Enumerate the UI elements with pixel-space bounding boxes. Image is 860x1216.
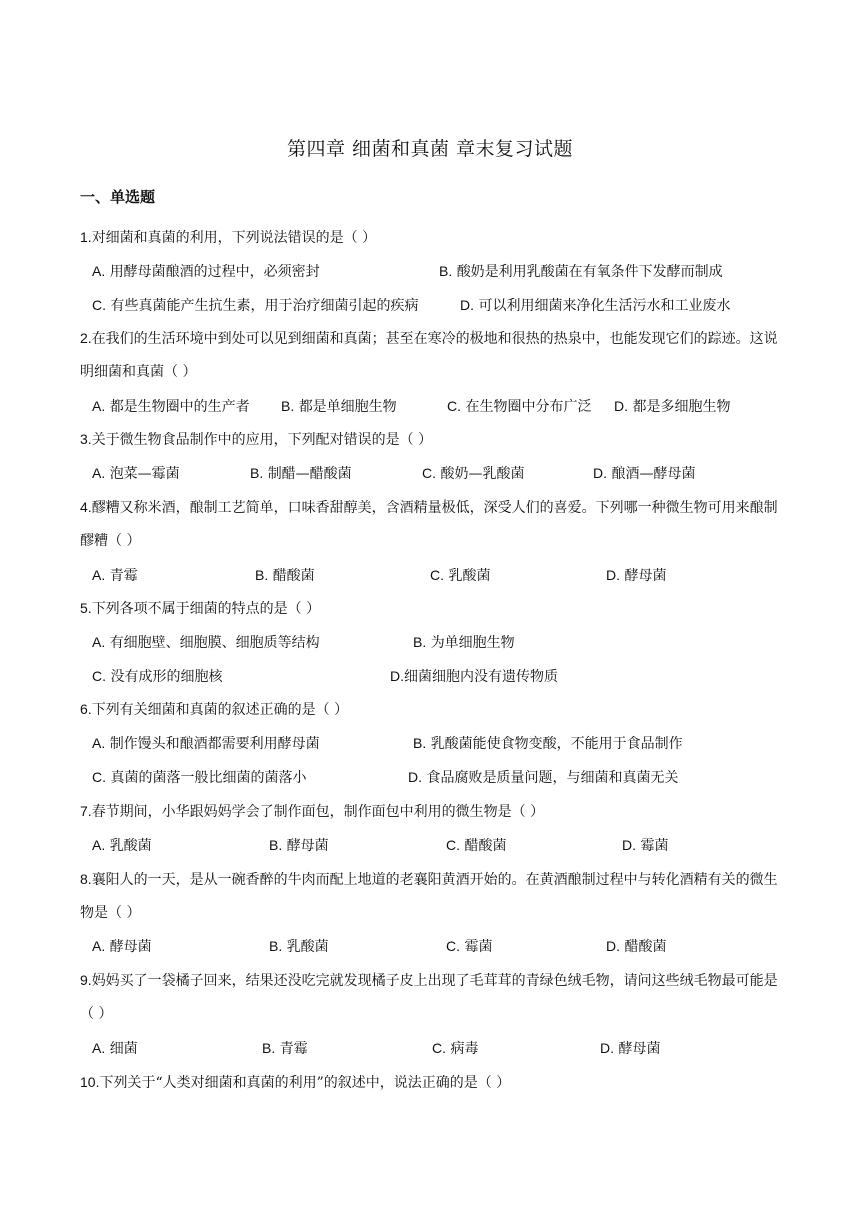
option-b: B. 醋酸菌 [255, 567, 315, 584]
options-row [92, 457, 792, 490]
options-row [92, 559, 792, 592]
option-a: A. 细菌 [92, 1040, 138, 1057]
option-d: D. 食品腐败是质量问题，与细菌和真菌无关 [408, 769, 679, 786]
option-c: C. 在生物圈中分布广泛 [447, 398, 592, 415]
option-c: C. 酸奶—乳酸菌 [422, 465, 525, 482]
option-c: C. 霉菌 [446, 938, 493, 955]
question-3 [80, 423, 780, 457]
option-c: C. 病毒 [432, 1040, 479, 1057]
question-text: 在我们的生活环境中到处可以见到细菌和真菌；甚至在寒冷的极地和很热的热泉中，也能发现它们的踪迹。这说明细菌和真菌（ ） [80, 331, 778, 380]
option-d: D. 醋酸菌 [606, 938, 667, 955]
option-d: D. 酵母菌 [600, 1040, 661, 1057]
question-text: 襄阳人的一天，是从一碗香醉的牛肉而配上地道的老襄阳黄酒开始的。在黄酒酿制过程中与转化酒精有关的微生物是（ ） [80, 872, 778, 921]
page-title: 第四章 细菌和真菌 章末复习试题 [286, 138, 574, 160]
options-row [92, 727, 792, 760]
options-row [92, 255, 792, 288]
option-d: D. 酿酒—酵母菌 [593, 465, 696, 482]
question-number: 9. [80, 972, 92, 988]
question-number: 10. [80, 1074, 100, 1090]
question-4 [80, 491, 780, 558]
question-9 [80, 964, 780, 1031]
option-d: D. 都是多细胞生物 [614, 398, 731, 415]
question-8 [80, 863, 780, 930]
option-b: B. 乳酸菌 [269, 938, 329, 955]
option-a: A. 用酵母菌酿酒的过程中，必须密封 [92, 263, 320, 280]
question-text: 下列有关细菌和真菌的叙述正确的是（ ） [91, 702, 349, 718]
option-b: B. 乳酸菌能使食物变酸，不能用于食品制作 [413, 735, 683, 752]
option-a: A. 酵母菌 [92, 938, 152, 955]
options-row [92, 761, 792, 794]
option-b: B. 酸奶是利用乳酸菌在有氧条件下发酵而制成 [439, 263, 723, 280]
option-b: B. 为单细胞生物 [413, 634, 515, 651]
section-heading: 一、单选题 [80, 188, 156, 206]
option-b: B. 青霉 [262, 1040, 308, 1057]
question-6 [80, 693, 780, 727]
question-number: 5. [80, 600, 92, 616]
option-a: A. 青霉 [92, 567, 138, 584]
question-number: 1. [80, 229, 92, 245]
question-text: 下列各项不属于细菌的特点的是（ ） [91, 601, 321, 617]
question-number: 2. [80, 330, 92, 346]
options-row [92, 829, 792, 862]
question-7 [80, 795, 780, 829]
option-b: B. 都是单细胞生物 [281, 398, 397, 415]
option-d: D. 霉菌 [622, 837, 669, 854]
option-d: D.细菌细胞内没有遗传物质 [390, 668, 558, 685]
question-text: 春节期间，小华跟妈妈学会了制作面包，制作面包中利用的微生物是（ ） [91, 804, 545, 820]
question-text: 下列关于“人类对细菌和真菌的利用”的叙述中，说法正确的是（ ） [99, 1075, 511, 1091]
options-row [92, 390, 792, 423]
question-text: 对细菌和真菌的利用，下列说法错误的是（ ） [91, 230, 377, 246]
question-10 [80, 1066, 780, 1100]
option-c: C. 没有成形的细胞核 [92, 668, 223, 685]
option-d: D. 酵母菌 [606, 567, 667, 584]
option-b: B. 酵母菌 [269, 837, 329, 854]
question-2 [80, 322, 780, 389]
option-d: D. 可以利用细菌来净化生活污水和工业废水 [460, 297, 731, 314]
option-c: C. 醋酸菌 [446, 837, 507, 854]
options-row [92, 660, 792, 693]
question-text: 关于微生物食品制作中的应用，下列配对错误的是（ ） [91, 432, 433, 448]
option-c: C. 真菌的菌落一般比细菌的菌落小 [92, 769, 307, 786]
option-a: A. 都是生物圈中的生产者 [92, 398, 250, 415]
options-row [92, 626, 792, 659]
option-c: C. 乳酸菌 [430, 567, 491, 584]
options-row [92, 1032, 792, 1065]
options-row [92, 930, 792, 963]
question-1 [80, 221, 780, 255]
options-row [92, 289, 792, 322]
question-5 [80, 592, 780, 626]
question-text: 醪糟又称米酒，酿制工艺简单，口味香甜醇美，含酒精量极低，深受人们的喜爱。下列哪一种微生物可用来酿制醪糟（ ） [80, 500, 778, 549]
question-number: 8. [80, 871, 92, 887]
option-a: A. 有细胞壁、细胞膜、细胞质等结构 [92, 634, 320, 651]
option-a: A. 制作馒头和酿酒都需要利用酵母菌 [92, 735, 320, 752]
option-b: B. 制醋—醋酸菌 [250, 465, 352, 482]
option-a: A. 乳酸菌 [92, 837, 152, 854]
question-number: 7. [80, 803, 92, 819]
question-text: 妈妈买了一袋橘子回来，结果还没吃完就发现橘子皮上出现了毛茸茸的青绿色绒毛物，请问这些绒毛物最可能是（ ） [80, 973, 778, 1022]
option-a: A. 泡菜—霉菌 [92, 465, 180, 482]
question-number: 3. [80, 431, 92, 447]
question-number: 4. [80, 499, 92, 515]
option-c: C. 有些真菌能产生抗生素，用于治疗细菌引起的疾病 [92, 297, 419, 314]
question-number: 6. [80, 701, 92, 717]
